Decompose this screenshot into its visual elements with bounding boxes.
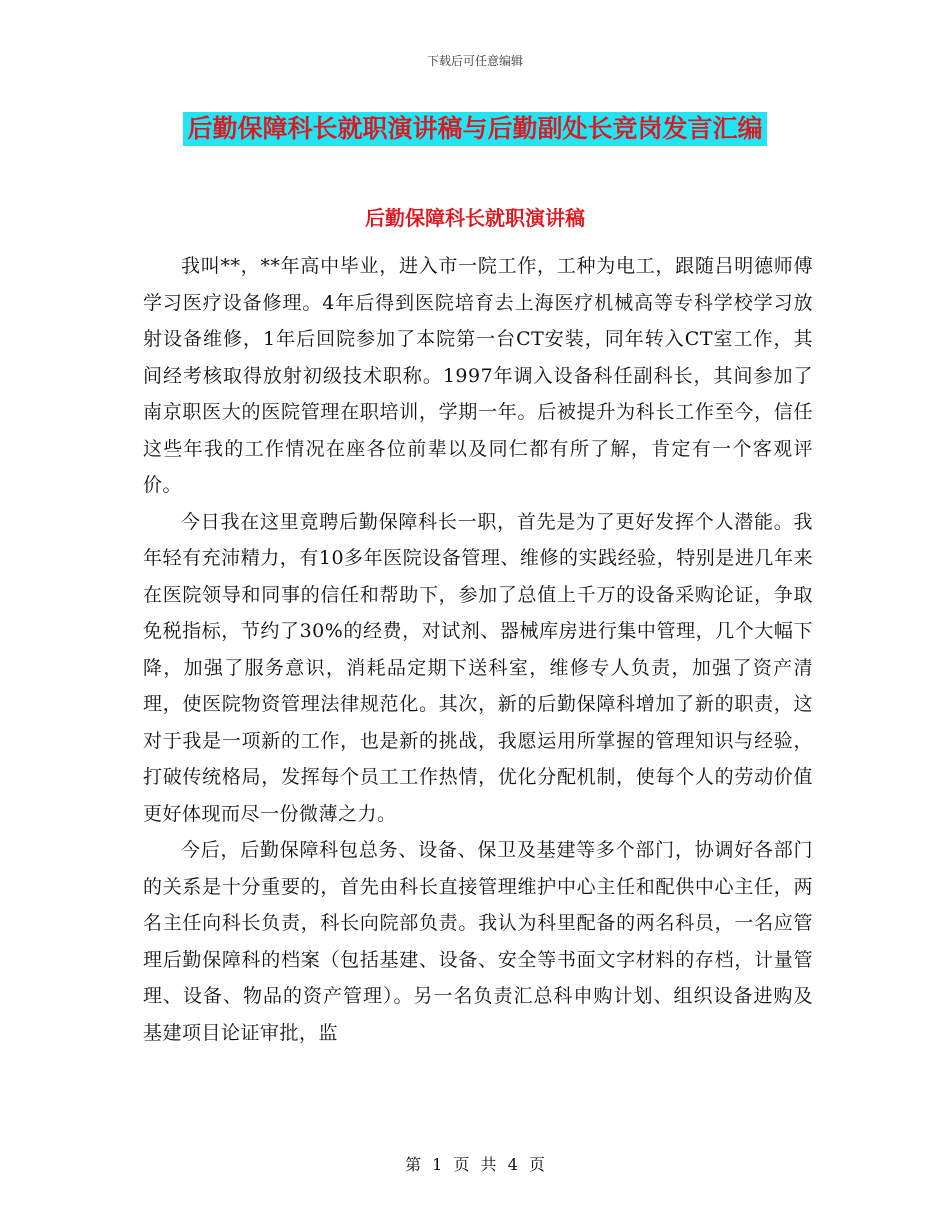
paragraph: 今日我在这里竟聘后勤保障科长一职，首先是为了更好发挥个人潜能。我年轻有充沛精力，有10多年医院设备管理、维修的实践经验，特别是进几年来在医院领导和同事的信任和帮助下，参加了总值上千万的设备采购论证，争取免税指标，节约了30%的经费，对试剂、器械库房进行集中管理，几个大幅下降，加强了服务意识，消耗品定期下送科室，维修专人负责，加强了资产清理，使医院物资管理法律规范化。其次，新的后勤保障科增加了新的职责，这对于我是一项新的工作，也是新的挑战，我愿运用所掌握的管理知识与经验，打破传统格局，发挥每个员工工作热情，优化分配机制，使每个人的劳动价值更好体现而尽一份微薄之力。 bbox=[143, 510, 813, 825]
document-title-container bbox=[0, 112, 950, 146]
header-note: 下载后可任意编辑 bbox=[426, 54, 523, 68]
paragraph: 今后，后勤保障科包总务、设备、保卫及基建等多个部门，协调好各部门的关系是十分重要的，首先由科长直接管理维护中心主任和配供中心主任，两名主任向科长负责，科长向院部负责。我认为科里配备的两名科员，一名应管理后勤保障科的档案（包括基建、设备、安全等书面文字材料的存档，计量管理、设备、物品的资产管理）。另一名负责汇总科申购计划、组织设备进购及基建项目论证审批，监 bbox=[143, 839, 813, 1044]
document-title: 后勤保障科长就职演讲稿与后勤副处长竞岗发言汇编 bbox=[183, 112, 766, 146]
body-text bbox=[143, 248, 813, 1051]
paragraph: 我叫**，**年高中毕业，进入市一院工作，工种为电工，跟随吕明德师傅学习医疗设备修理。4年后得到医院培育去上海医疗机械高等专科学校学习放射设备维修，1年后回院参加了本院第一台CT安装，同年转入CT室工作，其间经考核取得放射初级技术职称。1997年调入设备科任副科长，其间参加了南京职医大的医院管理在职培训，学期一年。后被提升为科长工作至今，信任这些年我的工作情况在座各位前辈以及同仁都有所了解，肯定有一个客观评价。 bbox=[143, 255, 813, 496]
page-footer: 第 1 页 共 4 页 bbox=[405, 1155, 545, 1174]
section-title: 后勤保障科长就职演讲稿 bbox=[365, 206, 585, 230]
